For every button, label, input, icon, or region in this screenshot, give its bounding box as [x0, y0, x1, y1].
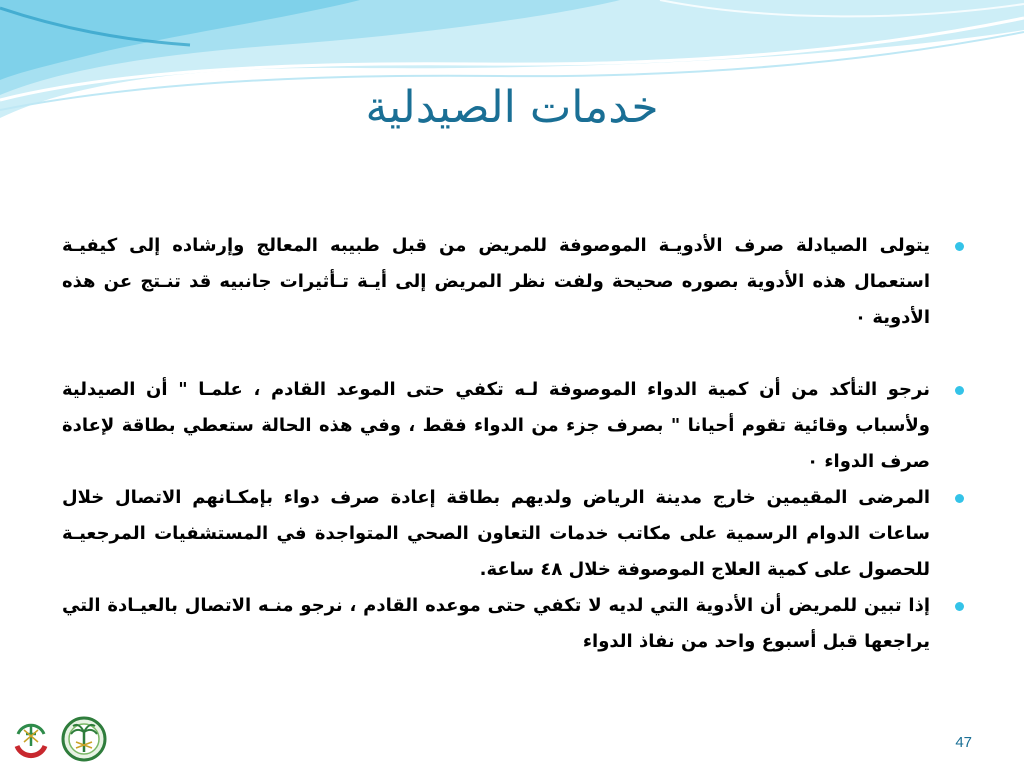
bullet-item: نرجو التأكد من أن كمية الدواء الموصوفة لـه تكفي حتى الموعد القادم ، علمـا " أن الصيدلية ولأسباب وقائية تقوم أحيانا " بصرف جزء من الدواء فقط ، وفي هذه الحالة ستعطي بطاقة لإعادة صرف الدواء ٠	[62, 372, 964, 480]
bullet-item: يتولى الصيادلة صرف الأدويـة الموصوفة للمريض من قبل طبيبه المعالج وإرشاده إلى كيفيـة استعمال هذه الأدوية بصوره صحيحة ولفت نظر المريض إلى أيـة تـأثيرات جانبيه قد تنـتج عن هذه الأدوية ٠	[62, 228, 964, 336]
moh-logo-icon	[11, 720, 51, 760]
palm-emblem-icon	[63, 718, 105, 760]
footer-logos	[8, 712, 108, 764]
bullet-item: المرضى المقيمين خارج مدينة الرياض ولديهم بطاقة إعادة صرف دواء بإمكـانهم الاتصال خلال ساعات الدوام الرسمية على مكاتب خدمات التعاون الصحي المتواجدة في المستشفيات المرجعيـة للحصول على كمية العلاج الموصوفة خلال ٤٨ ساعة.	[62, 480, 964, 588]
bullet-item: إذا تبين للمريض أن الأدوية التي لديه لا تكفي حتى موعده القادم ، نرجو منـه الاتصال بالعيـادة التي يراجعها قبل أسبوع واحد من نفاذ الدواء	[62, 588, 964, 660]
bullet-list	[62, 228, 964, 660]
slide-number: 47	[955, 734, 972, 751]
slide-title: خدمات الصيدلية	[365, 82, 659, 133]
